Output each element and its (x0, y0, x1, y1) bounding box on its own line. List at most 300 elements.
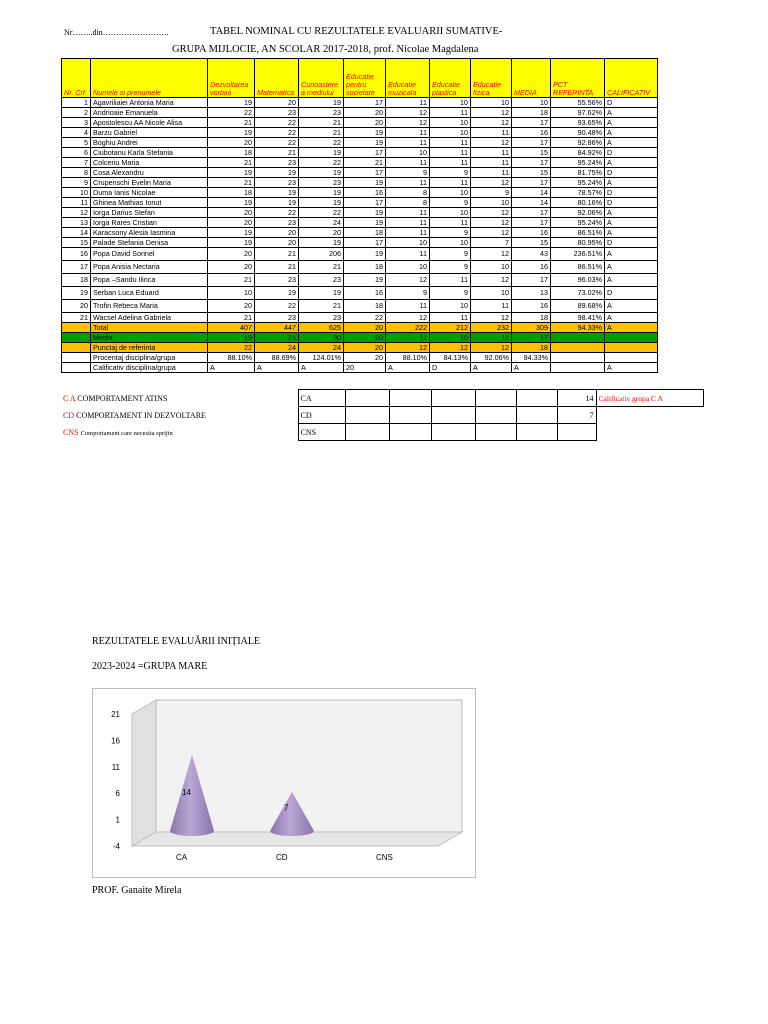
table-cell: 4 (62, 128, 91, 138)
legend-abbreviation: CNS (298, 424, 345, 441)
table-cell: 19 (299, 98, 344, 108)
table-cell: 12 (386, 343, 430, 353)
table-cell: 19 (344, 128, 386, 138)
table-cell: 23 (299, 274, 344, 287)
table-cell: 11 (386, 333, 430, 343)
table-cell: 10 (430, 333, 471, 343)
table-cell: 10 (430, 238, 471, 248)
table-cell: 11 (386, 128, 430, 138)
empty-cell (475, 407, 516, 424)
table-cell: Numele si prenumele (91, 59, 208, 98)
table-cell: 19 (299, 168, 344, 178)
table-cell: 11 (386, 208, 430, 218)
table-cell: Matematica (255, 59, 299, 98)
legend-code: CD (63, 410, 75, 420)
table-cell: 10 (386, 238, 430, 248)
table-cell: 21 (208, 158, 255, 168)
table-cell: 22 (255, 208, 299, 218)
table-cell: 17 (344, 148, 386, 158)
table-cell: 15 (512, 238, 551, 248)
table-cell: 6 (62, 148, 91, 158)
table-cell: 22 (208, 108, 255, 118)
table-cell: 222 (386, 323, 430, 333)
table-cell: Total (91, 323, 208, 333)
table-cell: 10 (430, 188, 471, 198)
table-cell: 10 (208, 287, 255, 300)
table-cell: 9 (430, 168, 471, 178)
table-cell: 12 (471, 228, 512, 238)
y-tick-label: 16 (111, 736, 120, 746)
table-cell: 17 (512, 218, 551, 228)
total-row (62, 323, 658, 333)
table-cell: 12 (386, 274, 430, 287)
table-cell: 23 (255, 218, 299, 228)
table-cell: 21 (299, 261, 344, 274)
table-cell: 22 (255, 128, 299, 138)
table-cell: 17 (62, 261, 91, 274)
table-cell: 17 (512, 158, 551, 168)
table-cell: Palade Stefania Denisa (91, 238, 208, 248)
table-cell: 11 (386, 300, 430, 313)
legend-row (61, 424, 703, 441)
table-cell: 19 (344, 248, 386, 261)
legend-description (61, 424, 298, 441)
table-cell: 21 (255, 261, 299, 274)
table-cell: 20 (208, 261, 255, 274)
legend-abbreviation: CA (298, 390, 345, 407)
table-cell: 20 (344, 108, 386, 118)
table-row (62, 208, 658, 218)
table-cell: 11 (430, 313, 471, 323)
legend-count: 7 (557, 407, 596, 424)
table-cell: 84.13% (430, 353, 471, 363)
table-cell: A (512, 363, 551, 373)
table-cell: 11 (430, 148, 471, 158)
table-cell: 23 (255, 313, 299, 323)
legend-count: 14 (557, 390, 596, 407)
table-cell: 21 (255, 248, 299, 261)
table-cell: Barzu Gabriel (91, 128, 208, 138)
percentage-row (62, 353, 658, 363)
empty-cell (431, 424, 475, 441)
table-cell: 19 (299, 287, 344, 300)
table-cell: 16 (344, 287, 386, 300)
table-cell: Punctaj de referinta (91, 343, 208, 353)
empty-cell (475, 424, 516, 441)
y-tick-label: 6 (115, 789, 120, 799)
empty-cell (431, 407, 475, 424)
table-cell: 13 (62, 218, 91, 228)
table-cell: A (386, 363, 430, 373)
table-cell: 19 (255, 287, 299, 300)
table-cell: D (605, 198, 658, 208)
table-cell: 309 (512, 323, 551, 333)
empty-cell (345, 390, 389, 407)
empty-cell (516, 424, 557, 441)
table-cell: 10 (430, 118, 471, 128)
table-cell: A (605, 138, 658, 148)
table-cell: MEDIA (512, 59, 551, 98)
table-cell: 92.86% (551, 138, 605, 148)
table-cell: Procentaj disciplina/grupa (91, 353, 208, 363)
table-cell: 73.02% (551, 287, 605, 300)
table-cell: 12 (471, 108, 512, 118)
table-cell: 9 (430, 261, 471, 274)
table-cell: 21 (299, 300, 344, 313)
table-cell: A (605, 178, 658, 188)
table-cell: 12 (471, 248, 512, 261)
legend-table (61, 389, 704, 441)
table-cell: Crupenschi Evelin Maria (91, 178, 208, 188)
group-grade-value: C A (650, 393, 663, 403)
table-cell: Dezvoltarea vorbirii (208, 59, 255, 98)
table-cell: 10 (62, 188, 91, 198)
table-cell: 20 (208, 248, 255, 261)
grade-row (62, 363, 658, 373)
table-cell: Trofin Rebeca Maria (91, 300, 208, 313)
table-cell: 86.51% (551, 228, 605, 238)
table-cell: 19 (299, 198, 344, 208)
legend-count (557, 424, 596, 441)
media-row (62, 333, 658, 343)
table-cell: 5 (62, 138, 91, 148)
table-cell: 19 (208, 198, 255, 208)
table-row (62, 128, 658, 138)
table-cell: 19 (208, 238, 255, 248)
table-cell: 92.06% (551, 208, 605, 218)
table-row (62, 261, 658, 274)
table-cell: 19 (299, 238, 344, 248)
empty-cell (389, 390, 431, 407)
table-cell: 18 (512, 343, 551, 353)
table-cell: A (471, 363, 512, 373)
table-row (62, 274, 658, 287)
legend-description (61, 390, 298, 407)
table-cell: D (605, 168, 658, 178)
table-cell: 9 (386, 287, 430, 300)
table-cell: 20 (255, 98, 299, 108)
table-cell: 1 (62, 98, 91, 108)
table-cell: 21 (344, 158, 386, 168)
table-cell: 8 (62, 168, 91, 178)
table-cell (62, 333, 91, 343)
table-cell: D (605, 148, 658, 158)
table-cell: 17 (512, 178, 551, 188)
table-cell: 20 (344, 118, 386, 128)
table-cell: A (605, 300, 658, 313)
table-cell: 18 (62, 274, 91, 287)
empty-cell (516, 407, 557, 424)
table-cell: 20 (208, 138, 255, 148)
table-cell: 21 (299, 118, 344, 128)
table-cell: 19 (255, 168, 299, 178)
table-cell: 20 (208, 218, 255, 228)
table-row (62, 108, 658, 118)
table-cell: 11 (471, 168, 512, 178)
teacher-signature-line: PROF. Ganaite Mirela (92, 885, 182, 896)
table-cell: 94.33% (512, 353, 551, 363)
table-cell: 55.56% (551, 98, 605, 108)
table-cell: 22 (255, 300, 299, 313)
table-cell: Educatie muzicala (386, 59, 430, 98)
legend-row (61, 407, 703, 424)
table-cell (551, 353, 605, 363)
table-cell: Ciubotanu Karla Stefania (91, 148, 208, 158)
table-cell: 11 (430, 274, 471, 287)
table-cell: A (605, 218, 658, 228)
table-cell: 18 (344, 228, 386, 238)
table-cell (605, 333, 658, 343)
table-cell: 10 (471, 98, 512, 108)
table-cell: 22 (344, 313, 386, 323)
table-cell: 22 (299, 138, 344, 148)
group-grade-label: Calificativ grupa (598, 393, 650, 403)
table-cell: A (605, 158, 658, 168)
table-row (62, 300, 658, 313)
table-cell: 11 (471, 333, 512, 343)
table-cell: 12 (471, 313, 512, 323)
table-cell: 23 (255, 274, 299, 287)
table-cell: 18 (208, 188, 255, 198)
table-cell: A (605, 108, 658, 118)
table-cell: 11 (386, 248, 430, 261)
table-cell: 80.95% (551, 238, 605, 248)
table-cell: 10 (386, 261, 430, 274)
chart-title: REZULTATELE EVALUĂRII INIȚIALE (92, 636, 261, 647)
table-row (62, 313, 658, 323)
table-cell: 19 (208, 168, 255, 178)
table-cell: 447 (255, 323, 299, 333)
table-cell: 23 (299, 313, 344, 323)
chart-side-wall (132, 700, 156, 846)
document-number-line: Nr……..din……………………. (64, 28, 169, 37)
table-cell: 14 (512, 198, 551, 208)
table-cell: A (605, 363, 658, 373)
table-cell: 8 (386, 188, 430, 198)
table-cell: CALIFICATIV (605, 59, 658, 98)
table-cell: 10 (471, 261, 512, 274)
table-cell (605, 343, 658, 353)
table-cell: 23 (299, 178, 344, 188)
table-cell: 20 (344, 333, 386, 343)
table-cell: 10 (471, 287, 512, 300)
table-cell: 2 (62, 108, 91, 118)
table-cell: 15 (512, 168, 551, 178)
table-cell: 12 (386, 313, 430, 323)
table-cell: 9 (430, 198, 471, 208)
table-cell: 23 (255, 158, 299, 168)
table-cell: 20 (344, 343, 386, 353)
table-cell: A (605, 313, 658, 323)
table-row (62, 188, 658, 198)
table-cell: 19 (299, 188, 344, 198)
table-cell: 20 (344, 323, 386, 333)
table-cell: 24 (255, 343, 299, 353)
legend-code: CNS (63, 427, 79, 437)
table-cell: 12 (471, 218, 512, 228)
legend-abbreviation: CD (298, 407, 345, 424)
legend-text: COMPORTAMENT ATINS (77, 393, 168, 403)
table-cell: 19 (344, 178, 386, 188)
table-cell: 24 (299, 218, 344, 228)
table-cell: A (605, 128, 658, 138)
table-cell: 17 (512, 333, 551, 343)
table-cell: 22 (255, 138, 299, 148)
table-cell: 21 (208, 118, 255, 128)
table-row (62, 198, 658, 208)
empty-cell (475, 390, 516, 407)
table-cell: 9 (430, 228, 471, 238)
legend-row (61, 390, 703, 407)
table-cell: 98.41% (551, 313, 605, 323)
table-cell: 19 (208, 98, 255, 108)
table-cell: 21 (62, 313, 91, 323)
table-row (62, 238, 658, 248)
table-cell: 95.24% (551, 158, 605, 168)
table-cell: A (299, 363, 344, 373)
table-cell: 22 (299, 208, 344, 218)
table-cell: Media (91, 333, 208, 343)
table-cell: 7 (471, 238, 512, 248)
table-cell: Educatie fizica (471, 59, 512, 98)
legend-code: C A (63, 393, 76, 403)
table-cell: A (605, 274, 658, 287)
table-cell: Cosa Alexandru (91, 168, 208, 178)
table-cell: 20 (208, 208, 255, 218)
table-cell: Boghiu Andrei (91, 138, 208, 148)
table-cell: Popa –Sandu Ilinca (91, 274, 208, 287)
table-cell: 19 (344, 274, 386, 287)
table-cell: 92.06% (471, 353, 512, 363)
table-cell: 212 (430, 323, 471, 333)
document-title-line-2: GRUPA MIJLOCIE, AN SCOLAR 2017-2018, prof. Nicolae Magdalena (172, 44, 479, 55)
table-cell: 11 (471, 300, 512, 313)
table-cell: 23 (255, 178, 299, 188)
table-cell (62, 323, 91, 333)
table-cell: 12 (471, 118, 512, 128)
table-row (62, 148, 658, 158)
data-label: 7 (284, 803, 289, 813)
table-cell: 10 (386, 148, 430, 158)
table-cell: 20 (299, 228, 344, 238)
table-cell: 20 (255, 228, 299, 238)
table-cell: 19 (299, 148, 344, 158)
table-cell: 11 (430, 218, 471, 228)
table-cell: 11 (62, 198, 91, 208)
table-row (62, 98, 658, 108)
table-cell: 12 (430, 343, 471, 353)
table-cell: 232 (471, 323, 512, 333)
table-cell: A (605, 323, 658, 333)
table-cell: A (605, 208, 658, 218)
table-cell: 11 (386, 218, 430, 228)
table-cell: 95.24% (551, 218, 605, 228)
table-cell: A (605, 118, 658, 128)
table-cell: 88.10% (208, 353, 255, 363)
table-cell: 17 (512, 118, 551, 128)
table-cell: 12 (471, 343, 512, 353)
table-cell: 86.51% (551, 261, 605, 274)
table-cell: 16 (344, 188, 386, 198)
table-cell: D (605, 287, 658, 300)
table-cell: 3 (62, 118, 91, 128)
table-cell: 19 (344, 208, 386, 218)
table-cell: 21 (299, 128, 344, 138)
table-cell: 11 (386, 178, 430, 188)
y-tick-label: 11 (111, 762, 120, 772)
table-cell: Colceriu Maria (91, 158, 208, 168)
table-cell: 20 (208, 300, 255, 313)
empty-cell (345, 407, 389, 424)
empty-cell (431, 390, 475, 407)
table-cell: A (605, 228, 658, 238)
table-cell: 10 (430, 128, 471, 138)
table-cell: 19 (62, 287, 91, 300)
table-cell: 407 (208, 323, 255, 333)
table-cell: Ghinea Mathias Ionut (91, 198, 208, 208)
group-grade (596, 390, 703, 407)
table-cell: 88.69% (255, 353, 299, 363)
table-cell: 21 (208, 274, 255, 287)
table-cell (62, 353, 91, 363)
table-cell: 21 (255, 148, 299, 158)
empty-cell (596, 407, 703, 424)
table-cell: Popa David Sorinel (91, 248, 208, 261)
table-cell: Educatie pentru societate (344, 59, 386, 98)
table-cell (551, 333, 605, 343)
table-cell (62, 343, 91, 353)
table-cell: 21 (208, 178, 255, 188)
table-cell: 16 (512, 128, 551, 138)
table-cell: 19 (255, 188, 299, 198)
table-cell: 12 (471, 178, 512, 188)
table-cell: 11 (430, 108, 471, 118)
table-cell: 10 (430, 208, 471, 218)
table-cell: 11 (471, 148, 512, 158)
table-cell: D (605, 98, 658, 108)
table-cell: A (605, 261, 658, 274)
table-row (62, 118, 658, 128)
table-cell: 80.16% (551, 198, 605, 208)
table-row (62, 178, 658, 188)
table-cell: 7 (62, 158, 91, 168)
table-cell: 12 (386, 108, 430, 118)
table-cell (605, 353, 658, 363)
table-cell: Nr. Crt (62, 59, 91, 98)
table-cell: Calificativ disciplina/grupa (91, 363, 208, 373)
table-cell: 15 (512, 148, 551, 158)
table-cell: 18 (512, 108, 551, 118)
table-cell: 94.33% (551, 323, 605, 333)
table-cell: Popa Anisia Nectaria (91, 261, 208, 274)
table-cell: 97.62% (551, 108, 605, 118)
table-cell: Iorga Rares Cristian (91, 218, 208, 228)
table-cell: 12 (386, 118, 430, 128)
table-cell: 11 (430, 158, 471, 168)
table-cell: 11 (386, 138, 430, 148)
table-cell: PCT REFERINTA (551, 59, 605, 98)
table-cell: 23 (299, 108, 344, 118)
table-cell: A (605, 248, 658, 261)
x-tick-label: CD (276, 853, 288, 862)
table-cell: 95.24% (551, 178, 605, 188)
table-cell: 19 (208, 228, 255, 238)
table-cell: 124.01% (299, 353, 344, 363)
table-header-row (62, 59, 658, 98)
table-cell: D (605, 188, 658, 198)
table-cell: 22 (255, 118, 299, 128)
table-cell: 20 (344, 363, 386, 373)
